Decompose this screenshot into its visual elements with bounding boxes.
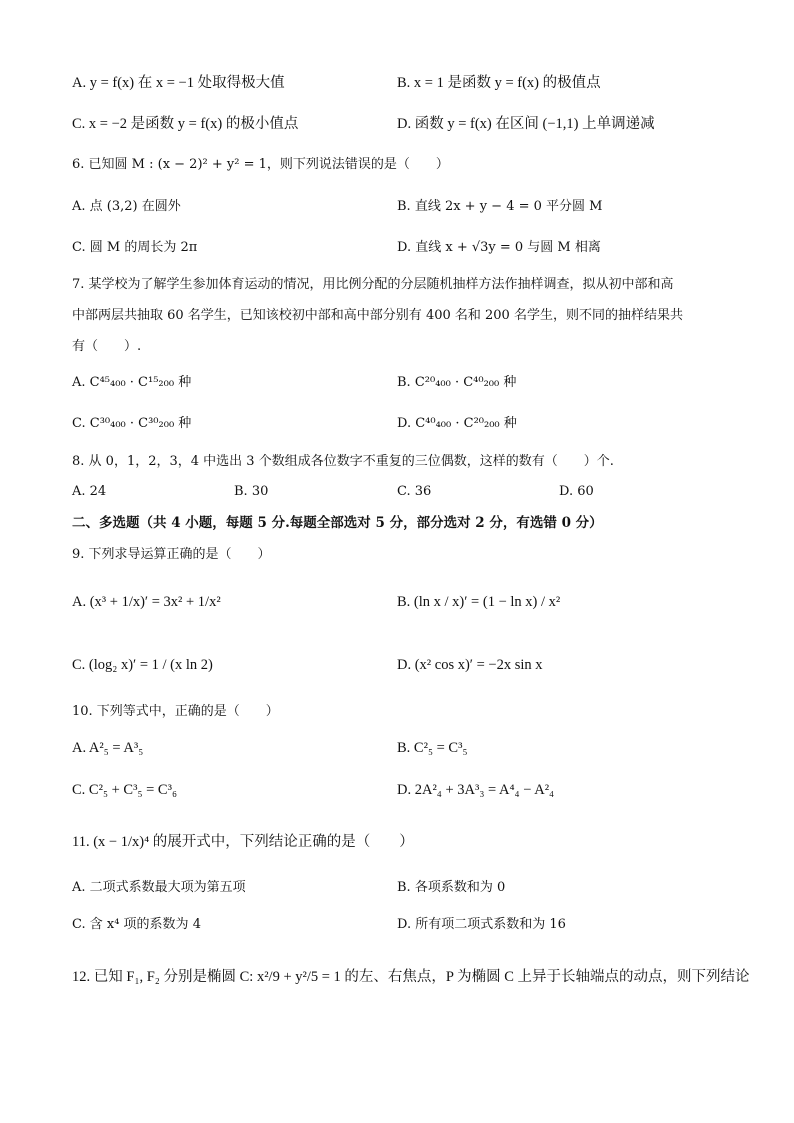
q11-stem: 11. (x − 1/x)⁴ 的展开式中，下列结论正确的是（ ） — [72, 834, 414, 850]
q8-stem: 8. 从 0，1，2，3，4 中选出 3 个数组成各位数字不重复的三位偶数，这样的数有（ ）个. — [72, 454, 614, 469]
q10-stem: 10. 下列等式中，正确的是（ ） — [72, 704, 279, 719]
q11-option-d: D. 所有项二项式系数和为 16 — [397, 917, 566, 932]
q8-option-d: D. 60 — [559, 484, 594, 499]
q11-option-b: B. 各项系数和为 0 — [397, 880, 506, 895]
q10-option-c: C. C²₅ + C³₅ = C³₆ — [72, 782, 177, 798]
q7-option-a: A. C⁴⁵₄₀₀ · C¹⁵₂₀₀ 种 — [72, 375, 192, 390]
q9-option-c: C. (log₂ x)′ = 1 / (x ln 2) — [72, 657, 213, 673]
q8-option-b: B. 30 — [234, 484, 269, 499]
q7-stem-line-2: 中部两层共抽取 60 名学生，已知该校初中部和高中部分别有 400 名和 200 名学生，则不同的抽样结果共 — [72, 308, 683, 323]
q10-option-d: D. 2A²₄ + 3A³₃ = A⁴₄ − A²₄ — [397, 782, 555, 798]
q10-option-a: A. A²₅ = A³₅ — [72, 740, 144, 756]
section-2-title: 二、多选题（共 4 小题，每题 5 分.每题全部选对 5 分，部分选对 2 分，有选错 0 分） — [72, 515, 603, 531]
q6-option-a: A. 点 (3,2) 在圆外 — [72, 199, 181, 214]
q5-option-c: C. x = −2 是函数 y = f(x) 的极小值点 — [72, 116, 299, 132]
q9-stem: 9. 下列求导运算正确的是（ ） — [72, 547, 271, 562]
q11-option-c: C. 含 x⁴ 项的系数为 4 — [72, 917, 201, 932]
q5-option-d: D. 函数 y = f(x) 在区间 (−1,1) 上单调递减 — [397, 116, 655, 132]
q12-stem: 12. 已知 F₁, F₂ 分别是椭圆 C: x²/9 + y²/5 = 1 的左、右焦点，P 为椭圆 C 上异于长轴端点的动点，则下列结论 — [72, 969, 750, 985]
q9-option-b: B. (ln x / x)′ = (1 − ln x) / x² — [397, 594, 561, 610]
q5-option-a: A. y = f(x) 在 x = −1 处取得极大值 — [72, 75, 285, 91]
q10-option-b: B. C²₅ = C³₅ — [397, 740, 468, 756]
q7-option-b: B. C²⁰₄₀₀ · C⁴⁰₂₀₀ 种 — [397, 375, 517, 390]
q6-option-d: D. 直线 x + √3y = 0 与圆 M 相离 — [397, 240, 601, 255]
q8-option-c: C. 36 — [397, 484, 432, 499]
q9-option-d: D. (x² cos x)′ = −2x sin x — [397, 657, 543, 673]
q8-option-a: A. 24 — [72, 484, 107, 499]
q6-option-c: C. 圆 M 的周长为 2π — [72, 240, 198, 255]
q9-option-a: A. (x³ + 1/x)′ = 3x² + 1/x² — [72, 594, 221, 610]
q5-option-b: B. x = 1 是函数 y = f(x) 的极值点 — [397, 75, 601, 91]
q7-option-d: D. C⁴⁰₄₀₀ · C²⁰₂₀₀ 种 — [397, 416, 517, 431]
q7-stem-line-3: 有（ ）. — [72, 339, 142, 354]
q11-option-a: A. 二项式系数最大项为第五项 — [72, 880, 246, 895]
q6-stem: 6. 已知圆 M : (x − 2)² + y² = 1，则下列说法错误的是（ ） — [72, 157, 449, 172]
q6-option-b: B. 直线 2x + y − 4 = 0 平分圆 M — [397, 199, 603, 214]
q7-option-c: C. C³⁰₄₀₀ · C³⁰₂₀₀ 种 — [72, 416, 192, 431]
q7-stem-line-1: 7. 某学校为了解学生参加体育运动的情况，用比例分配的分层随机抽样方法作抽样调查，拟从初中部和高 — [72, 277, 674, 292]
